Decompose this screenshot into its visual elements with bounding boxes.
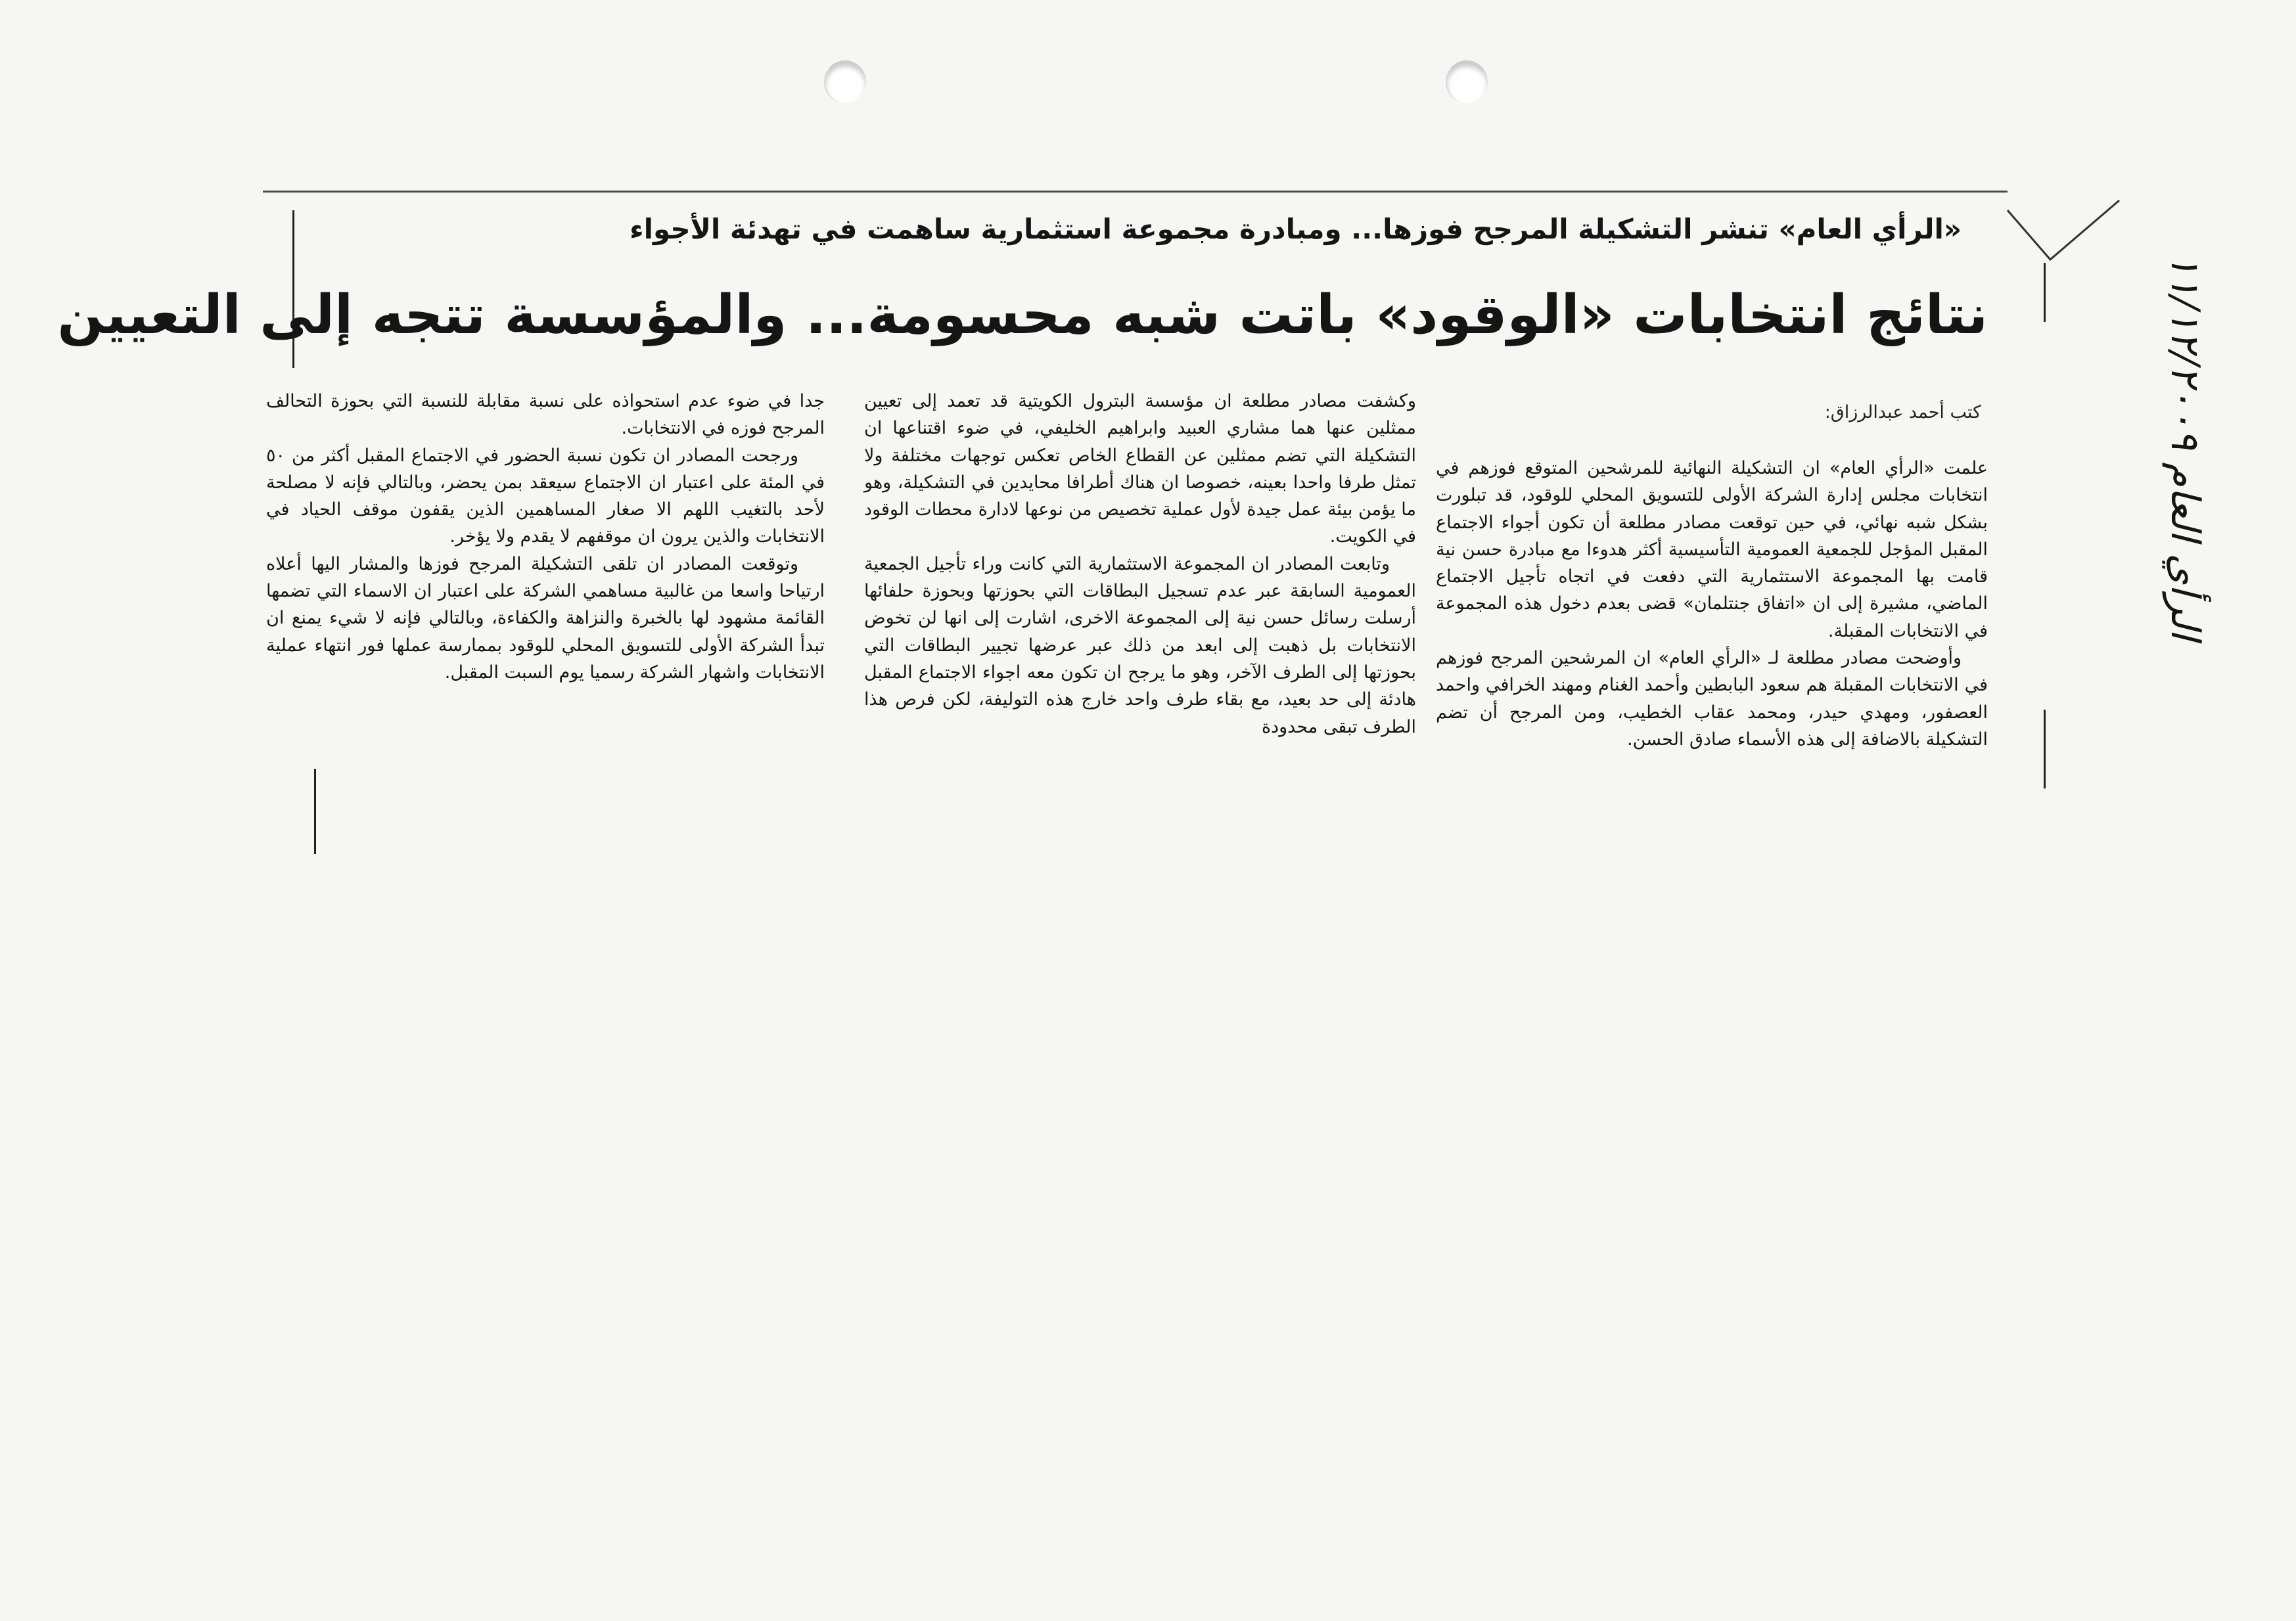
clipping-top-rule	[263, 191, 2008, 193]
paragraph: علمت «الرأي العام» ان التشكيلة النهائية للمرشحين المتوقع فوزهم في انتخابات مجلس إدارة الشركة الأولى للتسويق المحلي للوقود، قد تبلورت بشكل شبه نهائي، في حين توقعت مصادر مطلعة أن تكون أجواء الاجتماع المقبل المؤجل للجمعية العمومية التأسيسية أكثر هدوءا مع مبادرة حسن نية قامت بها المجموعة الاستثمارية التي دفعت في اتجاه تأجيل الاجتماع الماضي، مشيرة إلى ان «اتفاق جنتلمان» قضى بعدم دخول هذه المجموعة في الانتخابات المقبلة.	[1436, 458, 1988, 641]
paragraph: وتابعت المصادر ان المجموعة الاستثمارية التي كانت وراء تأجيل الجمعية العمومية السابقة عبر عدم تسجيل البطاقات التي بحوزتها وبحوزة حلفائها أرسلت رسائل حسن نية إلى المجموعة الاخرى، اشارت إلى انها لن تخوض الانتخابات بل ذهبت إلى ابعد من ذلك عبر عرضها تجيير البطاقات التي بحوزتها إلى الطرف الآخر، وهو ما يرجح ان تكون معه اجواء الاجتماع المقبل هادئة إلى حد بعيد، مع بقاء طرف واحد خارج هذه التوليفة، لكن فرص هذا الطرف تبقى محدودة	[864, 553, 1416, 737]
handwritten-note-text: الرأي العام ١١/١٢/٢٠٠٩	[2162, 254, 2208, 640]
paragraph: وتوقعت المصادر ان تلقى التشكيلة المرجح فوزها والمشار اليها أعلاه ارتياحا واسعا من غالبية مساهمي الشركة على اعتبار ان الاسماء التي تضمها القائمة مشهود لها بالخبرة والنزاهة والكفاءة، وبالتالي فإنه لا شيء يمنع ان تبدأ الشركة الأولى للتسويق المحلي للوقود بممارسة عملها فور انتهاء عملية الانتخابات واشهار الشركة رسميا يوم السبت المقبل.	[266, 553, 825, 683]
punch-hole-right	[1446, 60, 1488, 103]
paragraph: ورجحت المصادر ان تكون نسبة الحضور في الاجتماع المقبل أكثر من ٥٠ في المئة على اعتبار ان الاجتماع سيعقد بمن يحضر، وبالتالي فإنه لا مصلحة لأحد بالتغيب اللهم الا صغار المساهمين الذين يقفون موقف الحياد في الانتخابات والذين يرون ان موقفهم لا يقدم ولا يؤخر.	[266, 445, 825, 547]
article-byline: كتب أحمد عبدالرزاق:	[1824, 402, 1981, 422]
article-column-2	[864, 388, 1416, 741]
article-headline: نتائج انتخابات «الوقود» باتت شبه محسومة... والمؤسسة تتجه إلى التعيين	[57, 284, 1988, 346]
margin-bracket-mark	[2044, 263, 2046, 322]
margin-bracket-mark	[2044, 710, 2046, 788]
check-mark-icon	[2004, 197, 2123, 269]
article-column-3	[266, 388, 825, 686]
article-column-1	[1436, 455, 1988, 753]
paragraph: وكشفت مصادر مطلعة ان مؤسسة البترول الكويتية قد تعمد إلى تعيين ممثلين عنها هما مشاري العبيد وابراهيم الخليفي، في ضوء اقتناعها ان التشكيلة التي تضم ممثلين عن القطاع الخاص تعكس توجهات مختلفة ولا تمثل طرفا واحدا بعينه، خصوصا ان هناك أطرافا محايدين في التشكيلة، وهو ما يؤمن بيئة عمل جيدة لأول عملية تخصيص من نوعها لادارة محطات الوقود في الكويت.	[864, 391, 1416, 547]
newspaper-clipping	[57, 191, 2008, 834]
punch-hole-left	[824, 60, 866, 103]
paragraph: وأوضحت مصادر مطلعة لـ «الرأي العام» ان المرشحين المرجح فوزهم في الانتخابات المقبلة هم سعود البابطين وأحمد الغنام ومهند الخرافي واحمد العصفور، ومهدي حيدر، ومحمد عقاب الخطيب، ومن المرجح أن تضم التشكيلة بالاضافة إلى هذه الأسماء صادق الحسن.	[1436, 648, 1988, 750]
article-kicker: «الرأي العام» تنشر التشكيلة المرجح فوزها... ومبادرة مجموعة استثمارية ساهمت في تهدئة الأجواء	[630, 213, 1962, 245]
handwritten-date-note	[2136, 254, 2234, 640]
paragraph: جدا في ضوء عدم استحواذه على نسبة مقابلة للنسبة التي بحوزة التحالف المرجح فوزه في الانتخابات.	[266, 391, 825, 439]
